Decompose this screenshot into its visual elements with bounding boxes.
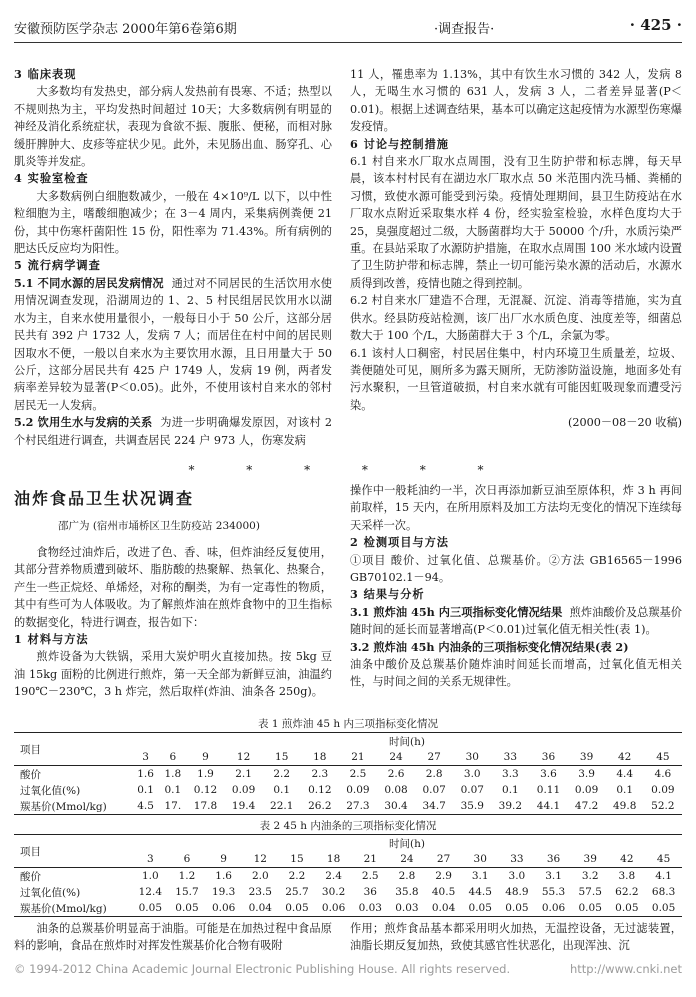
table-cell: 1.8 xyxy=(159,766,186,783)
table-cell: 1.2 xyxy=(169,868,206,885)
table-cell: 3.2 xyxy=(572,868,609,885)
table-cell: 0.05 xyxy=(279,900,316,917)
table-cell: 47.2 xyxy=(568,798,606,815)
paragraph: 食物经过油炸后，改进了色、香、味，但炸油经反复使用，其部分营养物质遭到破坏、脂肪酸的热聚解、热氧化、热聚合，产生一些正烷烃、单烯烃，对称的酮类，为有一定毒性的物质，其中有些可为人体吸收。为了解煎炸油在煎炸食物中的卫生指标的数据变化，特进行调查，报告如下： xyxy=(14,546,332,629)
table-cell: 2.1 xyxy=(225,766,263,783)
table-cell: 35.9 xyxy=(453,798,491,815)
hour-header: 36 xyxy=(541,751,556,763)
table-cell: 4.6 xyxy=(644,766,682,783)
table-cell: 19.3 xyxy=(211,886,236,898)
table-cell: 35.8 xyxy=(395,886,419,898)
table-cell: 57.5 xyxy=(578,886,602,898)
row-header: 项目 xyxy=(14,835,132,868)
hour-header: 42 xyxy=(620,853,634,865)
table-cell: 2.5 xyxy=(339,766,377,783)
section-heading: 5 流行病学调查 xyxy=(14,258,101,273)
section-heading: 3 结果与分析 xyxy=(350,587,425,602)
table-cell: 0.05 xyxy=(609,900,646,917)
table-cell: 0.06 xyxy=(315,900,352,917)
table-cell: 0.09 xyxy=(346,784,370,796)
table-cell: 15.7 xyxy=(175,886,199,898)
hour-header: 42 xyxy=(618,751,632,763)
section-heading: 2 检测项目与方法 xyxy=(350,535,449,550)
journal-name: 安徽预防医学杂志 2000年第6卷第6期 xyxy=(14,22,237,37)
hour-header: 15 xyxy=(290,853,304,865)
table-cell: 2.5 xyxy=(352,868,389,885)
table-cell: 0.05 xyxy=(462,900,499,917)
table-cell: 0.05 xyxy=(645,900,682,917)
hour-header: 15 xyxy=(275,751,289,763)
table-cell: 2.8 xyxy=(415,766,453,783)
paragraph: 6.1 村自来水厂取水点周围，没有卫生防护带和标志牌，每天早晨，该本村村民有在湖边水厂取水点 50 米范围内洗马桶、粪桶的习惯，致使水源可能受到污染。疫情处理期间，县卫生防疫站在水厂取水点附近采取集水样 4 份，经实验室检验，水样色度均大于 25，臭强度超过二级，大肠菌群均大于 50000 个/升，水质污染严重。在县站采取了水源防护措施，在取水点周围 100 米水域内设置了卫生防护带和标志牌，禁止一切可能污染水源的活动后，水源水质得到改善，疫情也随之得到控制。 xyxy=(350,155,682,290)
table-cell: 1.0 xyxy=(132,868,169,885)
table-cell: 0.06 xyxy=(535,900,572,917)
hour-header: 6 xyxy=(169,751,177,763)
paragraph: ①项目 酸价、过氧化值、总羰基价。②方法 GB16565－1996 GB70102.1－94。 xyxy=(350,553,682,585)
hour-header: 24 xyxy=(389,751,403,763)
table1 xyxy=(14,732,682,815)
table-cell: 68.3 xyxy=(651,886,676,898)
table-cell: 0.12 xyxy=(308,784,332,796)
paragraph: 大多数均有发热史，部分病人发热前有畏寒、不适；热型以不规则热为主，平均发热时间超过 10天；大多数病例有明显的神经及消化系统症状，表现为食欲不振、腹胀、便秘，而相对脉缓肝脾肿大、皮疹等症状少见。此外，未见肠出血、肠穿孔、心肌炎等并发症。 xyxy=(14,85,332,169)
hour-header: 39 xyxy=(579,751,594,763)
running-header xyxy=(14,16,682,38)
table-cell: 55.3 xyxy=(541,886,566,898)
table-cell: 2.0 xyxy=(242,868,279,885)
table-row xyxy=(14,868,682,885)
hour-header: 9 xyxy=(220,853,227,865)
table-cell: 17.8 xyxy=(186,798,224,815)
hour-header: 24 xyxy=(400,853,414,865)
table-cell: 0.12 xyxy=(193,784,218,796)
left-column-top xyxy=(14,66,332,449)
table-cell: 26.2 xyxy=(301,798,339,815)
table-cell: 25.7 xyxy=(285,886,309,898)
table-cell: 39.2 xyxy=(491,798,529,815)
table-cell: 0.03 xyxy=(352,900,389,917)
paragraph: 煎炸油酸价及总羰基价随时间的延长而显著增高(P＜0.01)过氧化值无相关性(表 1)。 xyxy=(350,605,682,637)
table-cell: 17. xyxy=(159,798,186,815)
row-label: 酸价 xyxy=(14,868,132,885)
paragraph: 6.2 村自来水厂建造不合理，无混凝、沉淀、消毒等措施，实为直供水。经县防疫站检测，该厂出厂水水质色度、浊度差等，细菌总数大于 100 个/L，大肠菌群大于 3 个/L，余氯为零。 xyxy=(350,294,682,343)
table-cell: 0.1 xyxy=(164,784,182,796)
hour-header: 30 xyxy=(473,853,487,865)
hour-header: 9 xyxy=(202,751,209,763)
table-row xyxy=(14,884,682,900)
table-cell: 36 xyxy=(363,886,377,898)
table-cell: 44.5 xyxy=(468,886,492,898)
hour-header: 12 xyxy=(253,853,267,865)
page-number: · 425 · xyxy=(629,16,682,34)
table-cell: 3.0 xyxy=(453,766,491,783)
subsection-heading: 5.1 不同水源的居民发病情况 xyxy=(14,275,164,290)
table-cell: 0.1 xyxy=(616,784,634,796)
right-column-top xyxy=(350,66,682,432)
hour-header: 39 xyxy=(583,853,597,865)
hour-header: 12 xyxy=(236,751,251,763)
hour-header: 36 xyxy=(546,853,561,865)
table-cell: 2.4 xyxy=(315,868,352,885)
table-cell: 1.9 xyxy=(186,766,224,783)
table-cell: 0.05 xyxy=(572,900,609,917)
left-column-bottom xyxy=(14,920,332,955)
cnki-link[interactable]: http://www.cnki.net xyxy=(569,962,682,976)
received-date: (2000－08－20 收稿) xyxy=(568,416,682,430)
paragraph: 作用；煎炸食品基本都采用明火加热，无温控设备，无过滤装置，油脂长期反复加热，致使其感官性状恶化，出现浑浊、沉 xyxy=(350,922,682,953)
table-cell: 4.5 xyxy=(132,798,159,815)
table-cell: 30.2 xyxy=(321,886,346,898)
paragraph: 6.1 该村人口稠密，村民居住集中，村内环境卫生质量差，垃圾、粪便随处可见，厕所多为露天厕所，无防渗防溢设施，地面多处有污水聚积，一旦管道破损，村自来水就有可能因虹吸现象而遭受污染。 xyxy=(350,346,682,412)
subsection-heading: 3.2 煎炸油 45h 内油条的三项指标变化情况结果(表 2) xyxy=(350,639,629,654)
paragraph: 煎炸设备为大铁锅，采用大炭炉明火直接加热。按 5kg 豆油 15kg 面粉的比例进行煎炸，第一天全部为新鲜豆油，油温约 190℃－230℃，3 h 炸完，然后取样(炸油、油条各 250g)。 xyxy=(14,650,332,699)
right-column-article2 xyxy=(350,482,682,691)
table-cell: 12.4 xyxy=(138,886,163,898)
table-cell: 3.1 xyxy=(535,868,572,885)
table-cell: 0.07 xyxy=(460,784,484,796)
left-column-article2 xyxy=(14,544,332,701)
hour-header: 45 xyxy=(656,853,671,865)
hour-header: 45 xyxy=(656,751,670,763)
subsection-heading: 5.2 饮用生水与发病的关系 xyxy=(14,415,153,430)
table-cell: 49.8 xyxy=(606,798,644,815)
hour-header: 18 xyxy=(326,853,341,865)
right-column-bottom xyxy=(350,920,682,955)
column-header: 时间(h) xyxy=(132,733,682,750)
table-cell: 2.6 xyxy=(377,766,415,783)
table-cell: 23.5 xyxy=(248,886,272,898)
table-cell: 3.1 xyxy=(462,868,499,885)
table-cell: 0.05 xyxy=(169,900,206,917)
table-cell: 30.4 xyxy=(377,798,415,815)
table-row xyxy=(14,782,682,798)
table-cell: 0.04 xyxy=(242,900,279,917)
table-cell: 2.3 xyxy=(301,766,339,783)
article-title: 油炸食品卫生状况调查 xyxy=(14,489,195,508)
hour-header: 6 xyxy=(183,853,191,865)
paragraph: 11 人，罹患率为 1.13%，其中有饮生水习惯的 342 人，发病 8 人，无喝生水习惯的 631 人，发病 3 人，二者差异显著(P＜0.01)。根据上述调查结果，基本可以确定这起疫情为水源型伤寒爆发疫情。 xyxy=(350,68,682,134)
row-header: 项目 xyxy=(14,733,132,766)
section-heading: 4 实验室检查 xyxy=(14,171,89,186)
table-cell: 3.8 xyxy=(609,868,646,885)
table-cell: 0.09 xyxy=(651,784,675,796)
table-cell: 2.2 xyxy=(263,766,301,783)
table-row xyxy=(14,900,682,917)
table-row xyxy=(14,766,682,783)
table-cell: 52.2 xyxy=(644,798,682,815)
hour-header: 27 xyxy=(436,853,451,865)
table-cell: 3.9 xyxy=(568,766,606,783)
table-cell: 0.1 xyxy=(502,784,519,796)
section-heading: 6 讨论与控制措施 xyxy=(350,136,449,151)
hour-header: 33 xyxy=(503,751,518,763)
table-cell: 3.6 xyxy=(529,766,567,783)
column-header: 时间(h) xyxy=(132,835,682,852)
table2-caption: 表 2 45 h 内油条的三项指标变化情况 xyxy=(259,820,437,832)
table-cell: 1.6 xyxy=(205,868,242,885)
table-cell: 4.1 xyxy=(645,868,682,885)
hour-header: 27 xyxy=(427,751,441,763)
table-cell: 0.11 xyxy=(536,784,561,796)
row-label: 羰基价(Mmol/kg) xyxy=(14,798,132,815)
table-cell: 0.09 xyxy=(231,784,256,796)
paragraph: 大多数病例白细胞数减少，一般在 4×10⁹/L 以下，以中性粒细胞为主，嗜酸细胞减少；在 3－4 周内，采集病例粪便 21 份，其中伤寒杆菌阳性 15 份，阳性率为 71.43%。所有病例的肥达氏反应均为阳性。 xyxy=(14,189,332,256)
table-cell: 0.1 xyxy=(137,784,154,796)
table-cell: 19.4 xyxy=(225,798,263,815)
hour-header: 33 xyxy=(510,853,524,865)
table-cell: 0.06 xyxy=(205,900,242,917)
table-cell: 22.1 xyxy=(263,798,301,815)
table2 xyxy=(14,834,682,917)
table-cell: 44.1 xyxy=(529,798,567,815)
table-cell: 2.9 xyxy=(425,868,462,885)
hour-header: 30 xyxy=(465,751,479,763)
hour-header: 18 xyxy=(313,751,327,763)
table-row xyxy=(14,798,682,815)
table1-caption: 表 1 煎炸油 45 h 内三项指标变化情况 xyxy=(258,718,438,730)
article-separator: * * * * * * xyxy=(188,463,508,477)
table-cell: 0.03 xyxy=(389,900,426,917)
table-cell: 3.3 xyxy=(491,766,529,783)
section-heading: 3 临床表现 xyxy=(14,67,77,81)
paragraph: 为进一步明确爆发原因，对该村 2 个村民组进行调查，共调查居民 224 户 973 人，伤寒发病 xyxy=(14,416,332,447)
table-cell: 0.1 xyxy=(273,784,291,796)
table-cell: 2.8 xyxy=(389,868,426,885)
paragraph: 油条的总羰基价明显高于油脂。可能是在加热过程中食品原料的影响，食品在煎炸时对挥发性羰基价化合物有吸附 xyxy=(14,922,332,953)
table-cell: 0.05 xyxy=(499,900,536,917)
subsection-heading: 3.1 煎炸油 45h 内三项指标变化情况结果 xyxy=(350,604,563,619)
table-cell: 0.04 xyxy=(425,900,462,917)
paragraph: 油条中酸价及总羰基价随炸油时间延长而增高，过氧化值无相关性，与时间之间的关系无规律性。 xyxy=(350,658,682,689)
table-cell: 0.05 xyxy=(132,900,169,917)
table-cell: 62.2 xyxy=(615,886,639,898)
table-cell: 40.5 xyxy=(431,886,456,898)
row-label: 过氧化值(%) xyxy=(20,784,81,797)
table-cell: 0.08 xyxy=(384,784,408,796)
table-cell: 3.0 xyxy=(499,868,536,885)
section-label: ·调查报告· xyxy=(434,22,495,37)
table-cell: 0.09 xyxy=(574,784,599,796)
table-cell: 2.2 xyxy=(279,868,316,885)
author-line: 邵广为 (宿州市埇桥区卫生防疫站 234000) xyxy=(58,520,260,532)
table-cell: 34.7 xyxy=(415,798,453,815)
row-label: 酸价 xyxy=(14,766,132,783)
table-cell: 0.07 xyxy=(422,784,446,796)
table-cell: 48.9 xyxy=(505,886,529,898)
header-rule xyxy=(14,42,682,43)
hour-header: 21 xyxy=(363,853,377,865)
table-cell: 4.4 xyxy=(606,766,644,783)
hour-header: 3 xyxy=(146,853,154,865)
paragraph: 通过对不同居民的生活饮用水使用情况调查发现，沿湖周边的 1、2、5 村民组居民饮用水以湖水为主，自来水使用量很小，一般每日小于 50 公斤，这部分居民共有 392 户 1732 人，发病 7 人；而居住在村中间的居民则因取水不便，一般以自来水为主要饮用水源，且日用量大于 50 公斤，这部分居民共有 425 户 1749 人，发病 19 例，两者发病率差异较为显著(P＜0.05)。此外，不使用该村自来水的邻村居民无一人发病。 xyxy=(14,276,332,412)
paragraph: 操作中一般耗油约一半，次日再添加新豆油至原体积，炸 3 h 再间前取样，15 天内，在所用原料及加工方法均无变化的情况下连续每天采样一次。 xyxy=(350,484,682,532)
copyright-footer xyxy=(14,962,682,976)
copyright-text: © 1994-2012 China Academic Journal Electronic Publishing House. All rights reserved. xyxy=(14,962,511,976)
table-cell: 1.6 xyxy=(132,766,159,783)
row-label: 羰基价(Mmol/kg) xyxy=(14,900,132,917)
hour-header: 21 xyxy=(351,751,365,763)
hour-header: 3 xyxy=(142,751,149,763)
row-label: 过氧化值(%) xyxy=(20,886,81,899)
table-cell: 27.3 xyxy=(339,798,377,815)
section-heading: 1 材料与方法 xyxy=(14,632,89,647)
